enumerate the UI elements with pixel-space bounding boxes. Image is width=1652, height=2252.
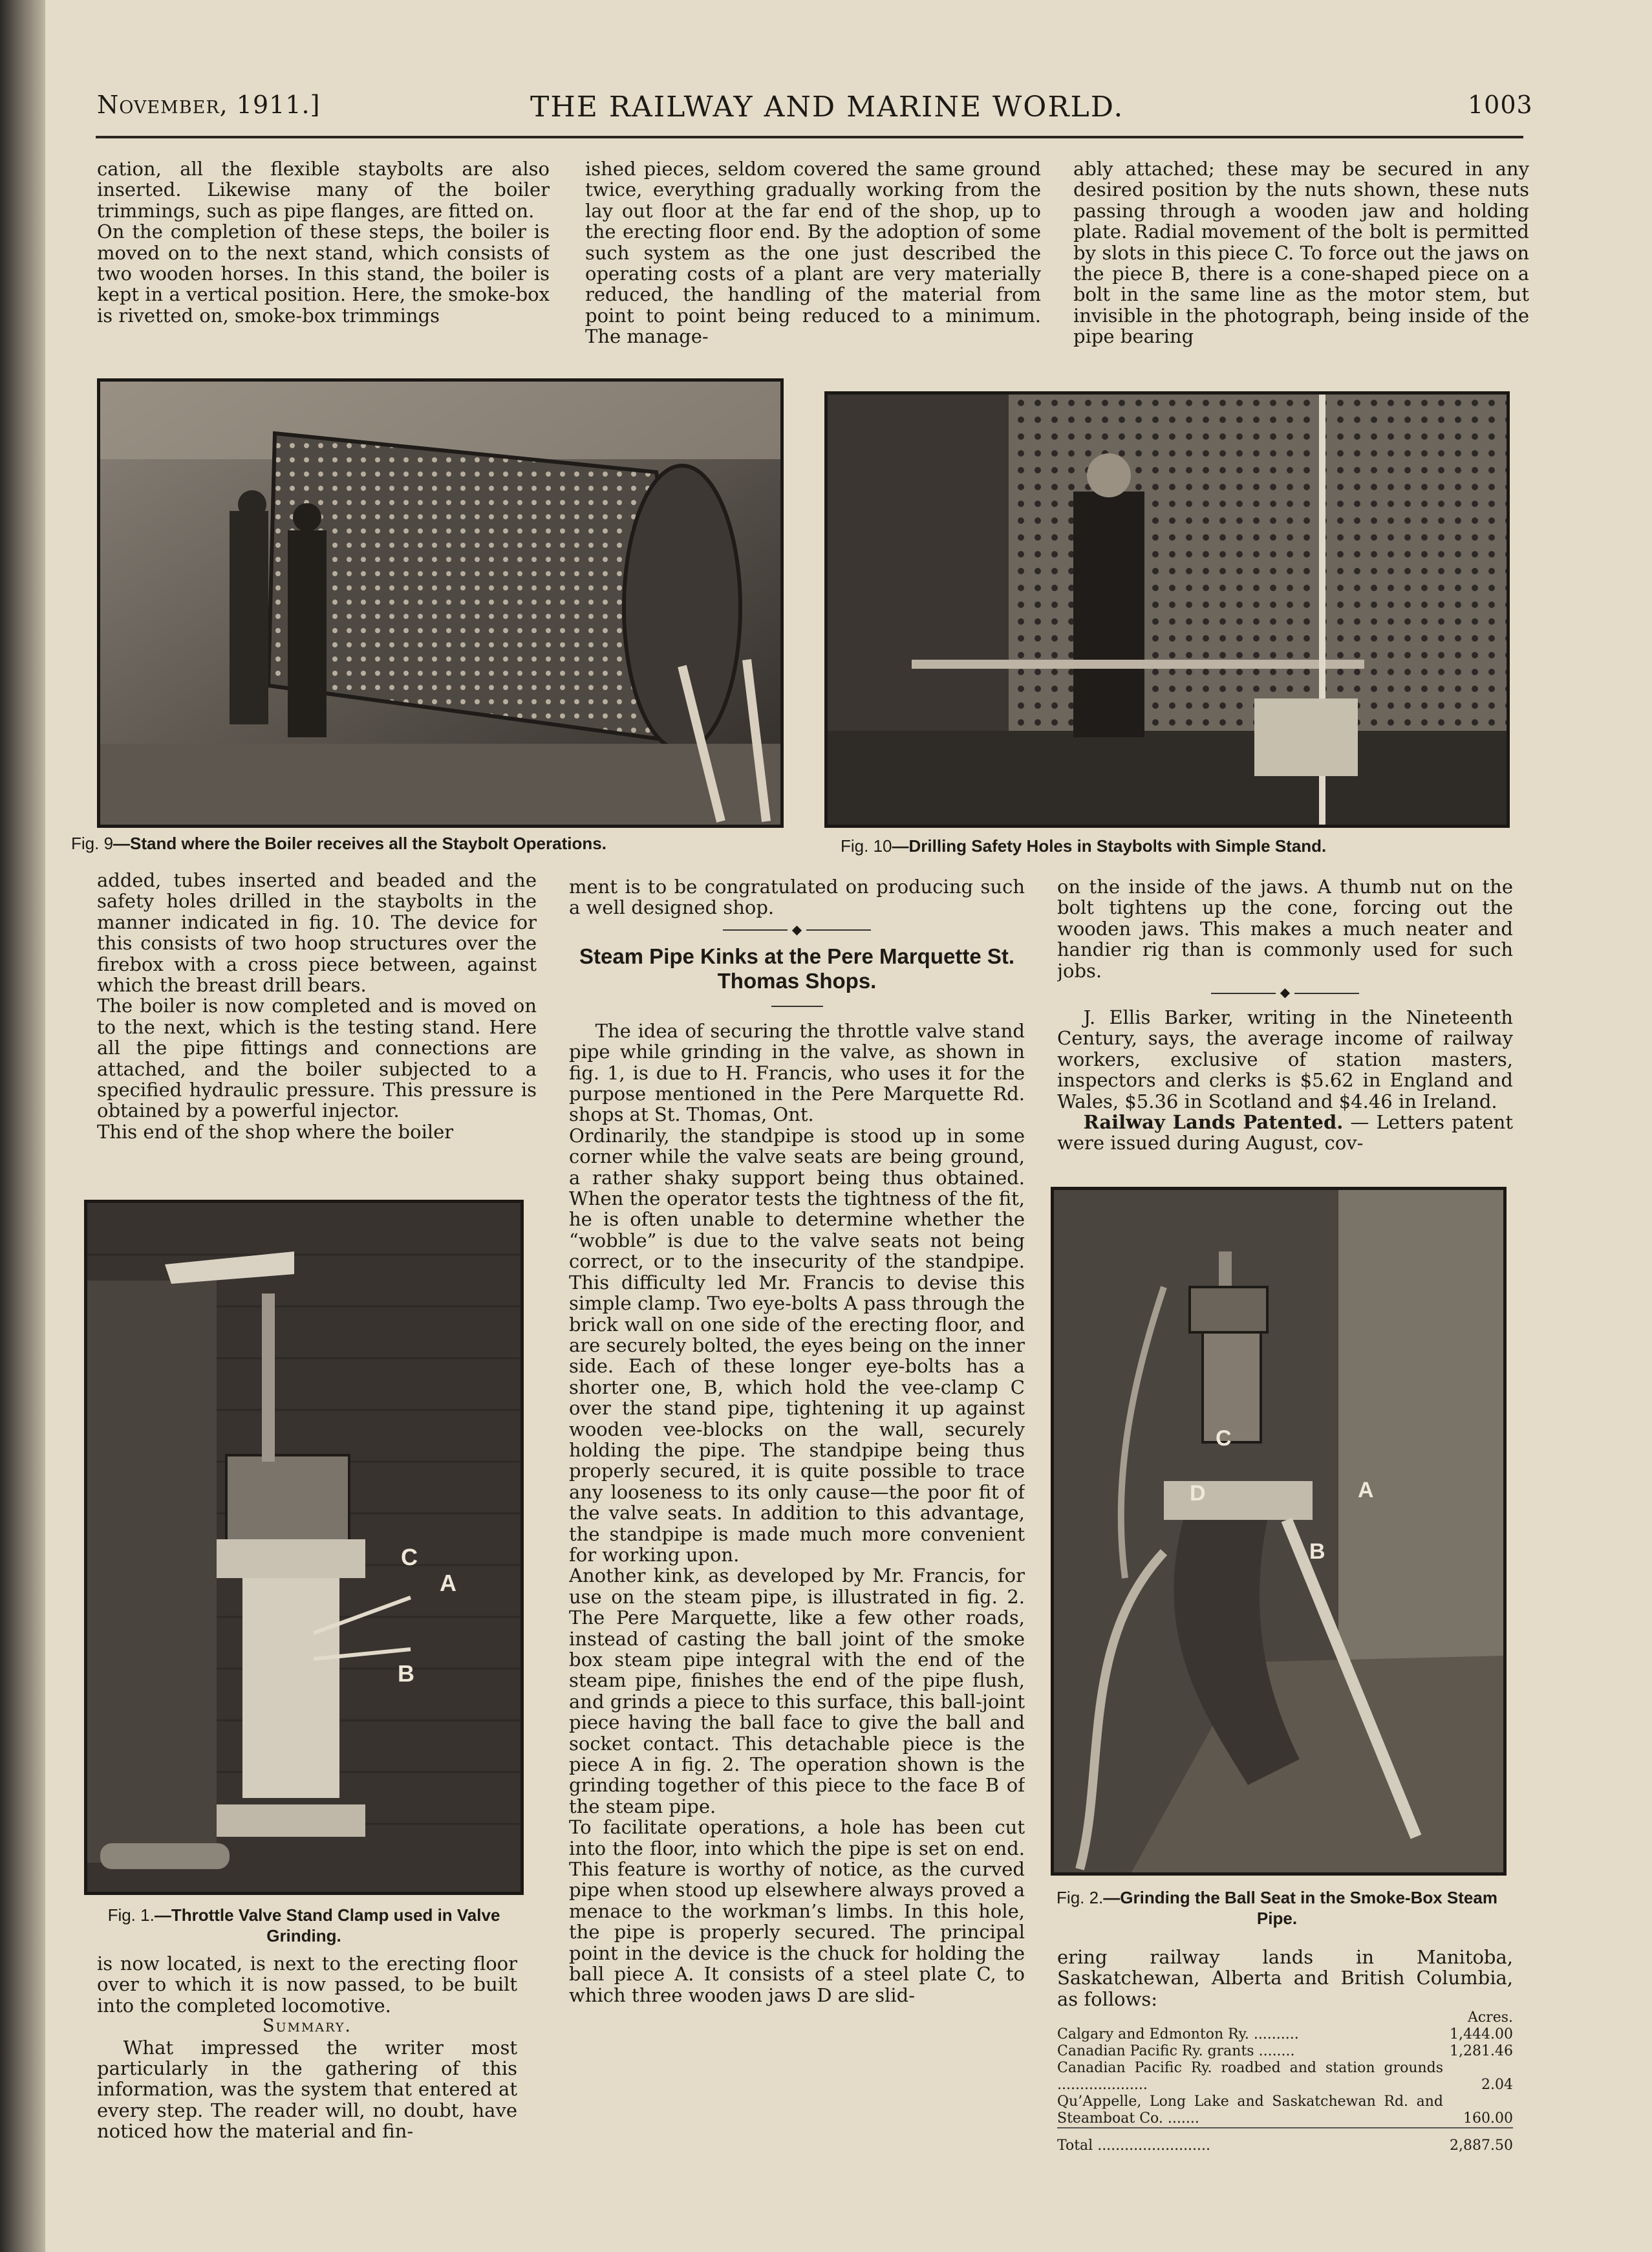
lands-continued: ering railway lands in Manitoba, Saskatchewan, Alberta and British Columbia, as follows: xyxy=(1057,1947,1513,2010)
fig9-caption-text: —Stand where the Boiler receives all the Staybolt Operations. xyxy=(113,834,606,853)
fig2-caption xyxy=(1038,1887,1516,1929)
fig2-label: Fig. 2. xyxy=(1057,1888,1104,1907)
article-body: The idea of securing the throttle valve stand pipe while grinding in the valve, as shown in fig. 1, is due to H. Francis, who uses it for the purpose mentioned in the Pere Marquette Rd. shops at St. Thomas, Ont. Ordinarily, the standpipe is stood up in some corner while the valve seats are being ground, a rather shaky support being thus obtained. When the operator tests the tightness of the fit, he is often unable to determine whether the “wobble” is due to the valve seats not being correct, or to the insecurity of the standpipe. This difficulty led Mr. Francis to devise this simple clamp. Two eye-bolts A pass through the brick wall on one side of the erecting floor, and are securely bolted, the eyes being on the inner side. Each of these longer eye-bolts has a shorter one, B, which hold the vee-clamp C over the stand pipe, tightening it up against wooden vee-blocks on the wall, securely holding the pipe. The standpipe being thus properly secured, it is quite possible to trace any looseness to its only cause—the poor fit of the valve seats. In addition to this advantage, the standpipe is made much more convenient for working upon. Another kink, as developed by Mr. Francis, for use on the steam pipe, is illustrated in fig. 2. The Pere Marquette, like a few other roads, instead of casting the ball joint of the smoke box steam pipe integral with the end of the steam pipe, finishes the end of the pipe flush, and grinds a piece to this surface, this ball-joint piece having the ball face to give the ball and socket contact. This detachable piece is the piece A in fig. 2. The operation shown is the grinding together of this piece to the face B of the steam pipe. To facilitate operations, a hole has been cut into the floor, into which the pipe is set on end. This feature is worthy of notice, as the curved pipe when stood up elsewhere always proved a menace to the workman’s limbs. In this hole, the pipe is properly secured. The principal point in the device is the chuck for holding the ball piece A. It consists of a steel plate C, to which three wooden jaws D are slid- xyxy=(569,1019,1025,2006)
valve-clamp-illustration xyxy=(87,1203,520,1892)
acres-row-name: Canadian Pacific Ry. grants ........ xyxy=(1057,2043,1295,2060)
ornament-divider: ◆ xyxy=(569,922,1025,937)
top-column-3-text: ably attached; these may be secured in any desired position by the nuts shown, these nuts passing through a wooden jaw and holding plate. Radial movement of the bolt is permitted by slots in this piece C. To force out the jaws on the piece B, there is a cone-shaped piece on a bolt in the same line as the motor stem, but invisible in the photograph, being inside of the pipe bearing xyxy=(1073,158,1529,348)
fig10-photo xyxy=(824,391,1510,828)
fig1-caption xyxy=(78,1905,530,1946)
fig2-caption-text: —Grinding the Ball Seat in the Smoke-Box Steam Pipe. xyxy=(1103,1888,1497,1928)
left-column-lower-text-1: is now located, is next to the erecting floor over to which it is now passed, to be built into the completed locomotive. xyxy=(97,1953,517,2017)
left-column-upper xyxy=(97,870,537,1187)
fig9-caption xyxy=(71,833,815,854)
fig10-caption xyxy=(841,836,1507,856)
acres-header: Acres. xyxy=(1467,2009,1513,2026)
article-title: Steam Pipe Kinks at the Pere Marquette St. Thomas Shops. xyxy=(579,944,1015,993)
fig1-photo xyxy=(84,1200,524,1895)
acres-row-name: Calgary and Edmonton Ry. .......... xyxy=(1057,2026,1299,2043)
fig2-mark-b: B xyxy=(1309,1539,1325,1564)
table-row xyxy=(1057,2094,1513,2128)
drilling-illustration xyxy=(828,395,1507,825)
lands-heading: Railway Lands Patented. xyxy=(1083,1111,1344,1134)
table-row xyxy=(1057,2026,1513,2043)
right-column-upper xyxy=(1057,876,1513,1174)
barker-paragraph: J. Ellis Barker, writing in the Nineteenth Century, says, the average income of railway workers, exclusive of station masters, inspectors and clerks is $5.62 in England and Wales, $5.36 in Scotland and $4.46 in Ireland. xyxy=(1057,1006,1513,1112)
fig9-photo xyxy=(97,378,784,828)
left-column-lower xyxy=(97,1953,517,2225)
top-column-2 xyxy=(585,158,1041,372)
left-column-upper-text: added, tubes inserted and beaded and the safety holes drilled in the staybolts in the manner indicated in fig. 10. The device for this consists of two hoop structures over the firebox with a cross piece between, against which the breast drill bears. The boiler is now completed and is moved on to the next, which is the testing stand. Here all the pipe fittings and connections are attached, and the boiler subjected to a specified hydraulic pressure. This pressure is obtained by a powerful injector. This end of the shop where the boiler xyxy=(97,870,537,1143)
acres-row-name: Canadian Pacific Ry. roadbed and station grounds .................... xyxy=(1057,2060,1444,2094)
fig1-mark-a: A xyxy=(440,1570,456,1596)
acres-total-label: Total ......................... xyxy=(1057,2128,1443,2154)
ornament-divider-2: ◆ xyxy=(1057,985,1513,999)
page-binding xyxy=(0,0,45,2252)
acres-table xyxy=(1057,2009,1513,2154)
lands-intro: — Letters patent were issued during August, cov- xyxy=(1057,1111,1513,1154)
fig2-photo xyxy=(1051,1187,1507,1876)
fig10-caption-text: —Drilling Safety Holes in Staybolts with Simple Stand. xyxy=(892,836,1327,856)
middle-column xyxy=(569,876,1025,2241)
title-rule xyxy=(569,999,1025,1013)
top-column-1 xyxy=(97,158,550,372)
top-column-2-text: ished pieces, seldom covered the same ground twice, everything gradually working from the lay out floor at the far end of the shop, up to the erecting floor end. By the adoption of some such system as the one just described the operating costs of a plant are very materially reduced, the handling of the material from point to point being reduced to a minimum. The manage- xyxy=(585,158,1041,348)
acres-row-value: 2.04 xyxy=(1481,2077,1513,2094)
acres-total-value: 2,887.50 xyxy=(1443,2128,1513,2154)
table-row xyxy=(1057,2043,1513,2060)
fig1-mark-b: B xyxy=(398,1660,414,1687)
header-title: THE RAILWAY AND MARINE WORLD. xyxy=(530,91,1124,124)
right-column-lower xyxy=(1057,1947,1513,2244)
fig1-label: Fig. 1. xyxy=(107,1905,155,1925)
top-column-3 xyxy=(1073,158,1529,372)
top-column-1-text: cation, all the flexible staybolts are also inserted. Likewise many of the boiler trimmings, such as pipe flanges, are fitted on. On the completion of these steps, the boiler is moved on to the next stand, which consists of two wooden horses. In this stand, the boiler is kept in a vertical position. Here, the smoke-box is rivetted on, smoke-box trimmings xyxy=(97,158,550,327)
left-column-lower-text-2: What impressed the writer most particularly in the gathering of this information, was the system that entered at every step. The reader will, no doubt, have noticed how the material and fin- xyxy=(97,2036,517,2143)
right-column-upper-text: on the inside of the jaws. A thumb nut on the bolt tightens up the cone, forcing out the wooden jaws. This makes a much neater and handier rig than is commonly used for such jobs. xyxy=(1057,876,1513,982)
table-row xyxy=(1057,2060,1513,2094)
fig9-label: Fig. 9 xyxy=(71,834,114,853)
header-page-number: 1003 xyxy=(1468,91,1533,119)
fig10-label: Fig. 10 xyxy=(841,836,892,856)
acres-row-value: 160.00 xyxy=(1463,2110,1513,2127)
acres-row-name: Qu’Appelle, Long Lake and Saskatchewan Rd. and Steamboat Co. ....... xyxy=(1057,2094,1444,2127)
middle-column-intro: ment is to be congratulated on producing such a well designed shop. xyxy=(569,876,1025,919)
fig1-mark-c: C xyxy=(401,1544,418,1570)
acres-row-value: 1,444.00 xyxy=(1450,2026,1513,2043)
acres-total-row xyxy=(1057,2128,1513,2154)
fig2-mark-d: D xyxy=(1190,1481,1206,1506)
fig2-mark-c: C xyxy=(1216,1426,1232,1451)
header-rule xyxy=(96,136,1523,138)
header-date: November, 1911.] xyxy=(97,91,321,119)
summary-heading: Summary. xyxy=(263,2016,352,2037)
boiler-stand-illustration xyxy=(100,382,780,825)
fig1-caption-text: —Throttle Valve Stand Clamp used in Valve Grinding. xyxy=(154,1905,500,1945)
ball-seat-illustration xyxy=(1054,1190,1503,1872)
fig2-mark-a: A xyxy=(1358,1478,1374,1502)
acres-row-value: 1,281.46 xyxy=(1450,2043,1513,2060)
